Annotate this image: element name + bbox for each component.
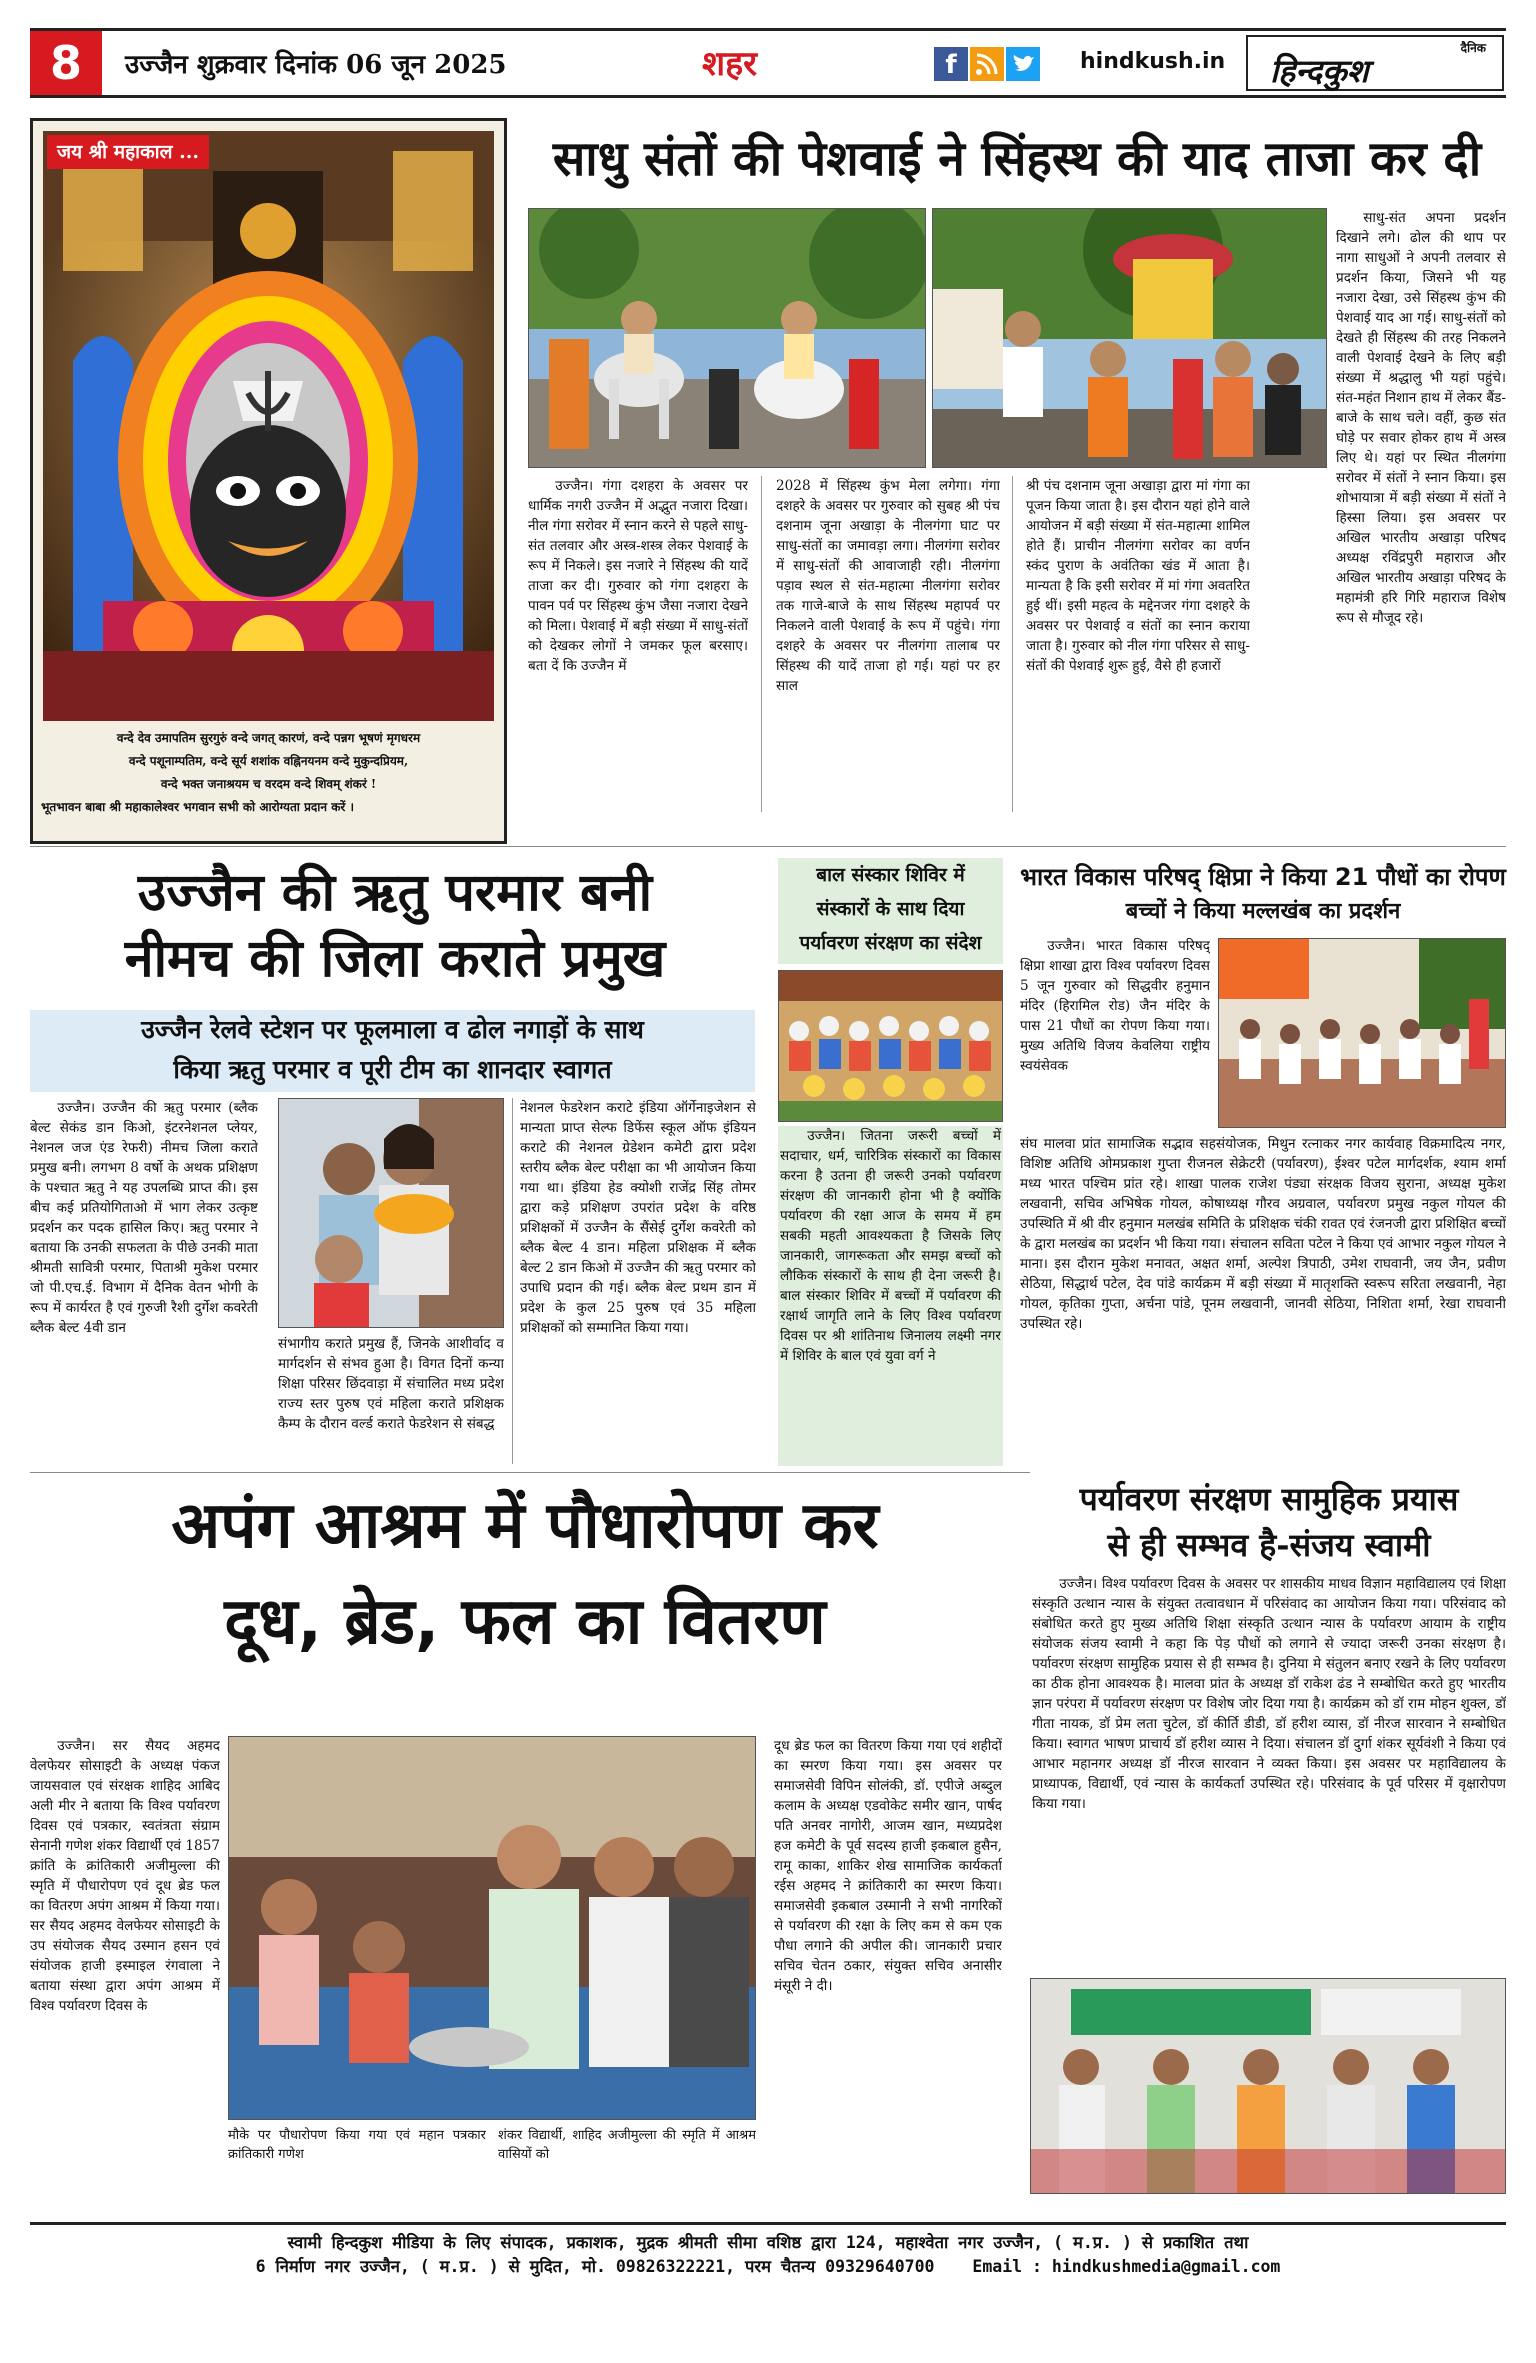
story4-subhead: बच्चों ने किया मल्लखंब का प्रदर्शन — [1125, 898, 1401, 924]
story6-headline-line: पर्यावरण संरक्षण सामुहिक प्रयास — [1079, 1480, 1459, 1518]
social-icons — [934, 47, 1040, 81]
story2-subheading-line: उज्जैन रेलवे स्टेशन पर फूलमाला व ढोल नगाड़ों के साथ — [141, 1015, 644, 1044]
paper-logo — [1246, 35, 1504, 91]
story5-headline-line: दूध, ब्रेड, फल का वितरण — [224, 1585, 826, 1659]
mahakal-box — [30, 118, 507, 844]
vikas-parishad-photo — [1218, 938, 1506, 1128]
imprint-line: स्वामी हिन्दकुश मीडिया के लिए संपादक, प्रकाशक, मुद्रक श्रीमती सीमा वशिष्ठ द्वारा 124, महाश्वेता नगर उज्जैन, ( म.प्र. ) से प्रकाशित तथा — [287, 2233, 1249, 2252]
footer-rule — [30, 2222, 1506, 2225]
story5-col-3: दूध ब्रेड फल का वितरण किया गया एवं शहीदों का स्मरण किया गया। इस अवसर पर समाजसेवी विपिन सोलंकी, डॉ. एपीजे अब्दुल कलाम के अध्यक्ष एडवोकेट समीर खान, पार्षद पति अनवर नागोरी, आजम खान, मध्यप्रदेश हज कमेटी के पूर्व सदस्य हाजी इकबाल हुसैन, रामू काका, शाकिर शेख सामाजिक कार्यकर्ता रईस अहमद ने क्रांतिकारी का स्मरण किया। समाजसेवी इकबाल उस्मानी ने सभी नागरिकों से पर्यावरण की रक्षा के लिए कम से कम एक पौधा लगाने की अपील की। जानकारी प्रचार सचिव चेतन ठकार, संयुक्त सचिव अनासीर मंसूरी ने दी। — [774, 1738, 1002, 1994]
mahakal-tag: जय श्री महाकाल ... — [47, 135, 209, 169]
story3-headline — [778, 858, 1003, 964]
mahakal-caption-line: वन्दे भक्त जनाश्रयम च वरदम वन्दे शिवम् शंकरं ! — [160, 777, 377, 791]
story4-body-full: संघ मालवा प्रांत सामाजिक सद्भाव सहसंयोजक, मिथुन रत्नाकर नगर कार्यवाह विक्रमादित्य नगर, विशिष्ट अतिथि ओमप्रकाश गुप्ता रीजनल सेक्रेटरी (पर्यावरण), ईश्वर पटेल मार्गदर्शक, श्याम शर्मा मध्य भारत पश्चिम प्रांत रहे। शाखा पालक राजेश पंड्या संरक्षक विजय सुराना, अध्यक्ष मुकेश लखवानी, सचिव अभिषेक गोयल, कोषाध्यक्ष गौरव अग्रवाल, पर्यावरण प्रमुख नकुल गोयल की उपस्थिति में श्री वीर हनुमान मलखंब समिति के प्रशिक्षक चंकी रावत एवं रंजनजी द्वारा प्रशिक्षित बच्चों के द्वारा मलखंब का प्रदर्शन भी किया गया। संचालन सविता पटेल ने किया एवं आभार नकुल गोयल ने माना। इस दौरान मुकेश मनावत, अक्षत शर्मा, अल्पेश त्रिपाठी, उमेश राघवानी, जय जैन, प्रवीण सेठिया, सिद्धार्थ पटेल, देव पांडे कार्यक्रम में बड़ी संख्या में मातृशक्ति स्वरूप सरिता लखवानी, नेहा गोयल, कृतिका गुप्ता, अर्चना पांडे, पूनम लखवानी, जानवी सेठिया, निशिता शर्मा, रेखा राघवानी उपस्थित रहे। — [1020, 1136, 1506, 1332]
page-number: 8 — [30, 31, 102, 95]
story1-col-4: साधु-संत अपना प्रदर्शन दिखाने लगे। ढोल की थाप पर नागा साधुओं ने अपनी तलवार से प्रदर्शन किया, जिसने भी यह नजारा देखा, उसे सिंहस्थ कुंभ की पेशवाई याद आ गई। साधु-संतों को देखते ही सिंहस्थ की तरह निकलने वाली पेशवाई देखने के लिए बड़ी संख्या में श्रद्धालु भी यहां पहुंचे। संत-महंत निशान हाथ में लेकर बैंड-बाजे के साथ चले। वहीं, कुछ संत घोड़े पर सवार होकर हाथ में अस्त्र लिए थे। यहां पर स्थित नीलगंगा सरोवर में संतों ने स्नान किया। इस शोभायात्रा में बड़ी संख्या में संतों ने हिस्सा लिया। इस अवसर पर अखिल भारतीय अखाड़ा परिषद अध्यक्ष रविंद्रपुरी महाराज और अखिल भारतीय अखाड़ा परिषद के महामंत्री हरि गिरि महाराज विशेष रूप से मौजूद रहे। — [1336, 210, 1506, 626]
photo-caption-right: शंकर विद्यार्थी, शाहिद अजीमुल्ला की स्मृति में आश्रम वासियों को — [498, 2128, 756, 2162]
story6-headline-line: से ही सम्भव है-संजय स्वामी — [1107, 1526, 1431, 1564]
story5-headline-line: अपंग आश्रम में पौधारोपण कर — [171, 1489, 879, 1563]
website-link[interactable]: hindkush.in — [1080, 49, 1226, 74]
story2-col-3: नेशनल फेडरेशन कराटे इंडिया ऑर्गेनाइजेशन से मान्यता प्राप्त सेल्फ डिफेंस स्कूल ऑफ इंडियन कराटे की नेशनल ग्रेडेशन कमेटी द्वारा प्रदेश स्तरीय ब्लैक बेल्ट परीक्षा का भी आयोजन किया गया था। इंडिया हेड क्योशी राजेंद्र सिंह तोमर द्वारा कड़े प्रशिक्षण उपरांत प्रदेश के वरिष्ठ प्रशिक्षकों में उज्जैन के सैंसेई दुर्गेश कवरेती को ब्लैक बेल्ट 4 डान। महिला प्रशिक्षक में ब्लैक बेल्ट 2 डान किओ में उज्जैन की ऋतु परमार को उपाधि प्रदान की गई। ब्लैक बेल्ट प्रथम डान में प्रदेश के कुल 25 पुरुष एवं 35 महिला प्रशिक्षकों को सम्मानित किया गया। — [520, 1100, 756, 1336]
sanjay-swami-photo — [1030, 1978, 1506, 2194]
story5-col-1: उज्जैन। सर सैयद अहमद वेलफेयर सोसाइटी के अध्यक्ष पंकज जायसवाल एवं संरक्षक शाहिद आबिद अली मीर ने बताया कि विश्व पर्यावरण दिवस एवं पत्रकार, स्वतंत्रता संग्राम सेनानी गणेश शंकर विद्यार्थी एवं 1857 क्रांति के क्रांतिकारी अजीमुल्ला की स्मृति में पौधारोपण एवं दूध ब्रेड फल का वितरण अपंग आश्रम में किया गया। सर सैयद अहमद वेलफेयर सोसाइटी के उप संयोजक सैयद उस्मान हसन एवं संयोजक हाजी इस्माइल रंगवाला ने बताया संस्था द्वारा अपंग आश्रम में विश्व पर्यावरण दिवस के — [30, 1738, 220, 2014]
mahakal-caption-line: भूतभावन बाबा श्री महाकालेश्वर भगवान सभी को आरोग्यता प्रदान करें । — [41, 800, 355, 814]
column-rule — [512, 1098, 513, 1464]
paper-logo-name: हिन्दकुश — [1270, 52, 1369, 90]
section-name: शहर — [702, 44, 758, 84]
story2-col-2: संभागीय कराते प्रमुख हैं, जिनके आशीर्वाद व मार्गदर्शन से संभव हुआ है। विगत दिनों कन्या शिक्षा परिसर छिंदवाड़ा में संचालित मध्य प्रदेश राज्य स्तर पुरुष एवं महिला कराते प्रशिक्षक कैम्प के दौरान वर्ल्ड कराते फेडरेशन से संबद्ध — [278, 1336, 504, 1432]
section-divider — [30, 1472, 1030, 1473]
column-rule — [1012, 476, 1013, 812]
twitter-icon[interactable] — [1006, 47, 1040, 81]
story3-headline-line: संस्कारों के साथ दिया — [816, 898, 965, 920]
story2-col-1: उज्जैन। उज्जैन की ऋतु परमार (ब्लैक बेल्ट सेकंड डान किओ, इंटरनेशनल प्लेयर, नेशनल जज एंड रेफरी) नीमच जिला कराते प्रमुख बनी। लगभग 8 वर्षो के अथक प्रशिक्षण के पश्चात ऋतु ने यह उपलब्धि प्राप्त की। इस बीच कई प्रतियोगिताओ में भाग लेकर उत्कृष्ट प्रदर्शन कर पदक हासिल किए। ऋतु परमार ने बताया कि उनकी सफलता के पीछे उनकी माता श्रीमती सावित्री परमार, पिताश्री मुकेश परमार जो पी.एच.ई. विभाग में दैनिक वेतन भोगी के रूप में कार्यरत है एवं गुरुजी रैशी दुर्गेश कवरेती ब्लैक बेल्ट 4वी डान — [30, 1100, 258, 1336]
facebook-icon[interactable]: f — [934, 47, 968, 81]
email-label: Email : — [972, 2257, 1042, 2276]
masthead — [30, 28, 1506, 98]
section-divider — [30, 846, 1506, 847]
dateline: उज्जैन शुक्रवार दिनांक 06 जून 2025 — [125, 50, 507, 80]
story1-col-1: उज्जैन। गंगा दशहरा के अवसर पर धार्मिक नगरी उज्जैन में अद्भुत नजारा दिखा। नील गंगा सरोवर में स्नान करने से पहले साधु-संत तलवार और अस्त्र-शस्त्र लेकर पेशवाई के रूप में निकले। इस नजारे ने सिंहस्थ की यादें ताजा कर दी। गुरुवार को गंगा दशहरा के पावन पर्व पर सिंहस्थ कुंभ जैसा नजारा देखने को मिला। पेशवाई में बड़ी संख्या में साधु-संतों को देखकर लोगों ने जमकर फूल बरसाए। बता दें कि उज्जैन में — [528, 478, 748, 674]
imprint-contact: 6 निर्माण नगर उज्जैन, ( म.प्र. ) से मुदित, मो. 09826322221, परम चैतन्य 09329640700 — [255, 2257, 935, 2276]
story6-body: उज्जैन। विश्व पर्यावरण दिवस के अवसर पर शासकीय माधव विज्ञान महाविद्यालय एवं शिक्षा संस्कृति उत्थान न्यास के संयुक्त तत्वावधान में परिसंवाद का आयोजन किया गया। परिसंवाद को संबोधित करते हुए मुख्य अतिथि शिक्षा संस्कृति उत्थान न्यास के पर्यावरण आयाम के राष्ट्रीय संयोजक संजय स्वामी ने कहा कि पेड़ पौधों को लगाने से ज्यादा जरूरी उनका संरक्षण है। पर्यावरण संरक्षण सामुहिक प्रयास से ही सम्भव है। दुनिया मे संतुलन बनाए रखने के लिए पर्यावरण का ठीक होना आवश्यक है। मालवा प्रांत के अध्यक्ष डॉ राकेश ढंड ने सम्बोधित करते हुए भारतीय ज्ञान परंपरा में पर्यावरण संरक्षण पर विशेष जोर दिया गया है। कार्यक्रम को डॉ राम मोहन शुक्ल, डॉ गीता नायक, डॉ प्रेम लता चुटेल, डॉ कीर्ति डीडी, डॉ हरीश व्यास, डॉ नीरज सारवान ने सम्बोधित किया। स्वागत भाषण प्राचार्य डॉ हरीश व्यास ने दिया। संचालन डॉ दुर्गा शंकर सूर्यवंशी ने किया एवं आभार महानगर अध्यक्ष डॉ नीरज सारवान ने व्यक्त किया। इस अवसर पर महाविद्यालय के प्राध्यापक, विद्यार्थी, एवं न्यास के कार्यकर्ता उपस्थित रहे। परिसंवाद के पूर्व परिसर में वृक्षारोपण किया गया। — [1032, 1576, 1506, 1812]
story3-headline-line: बाल संस्कार शिविर में — [816, 864, 965, 886]
email-link[interactable]: hindkushmedia@gmail.com — [1051, 2257, 1281, 2276]
story1-col-2: 2028 में सिंहस्थ कुंभ मेला लगेगा। गंगा दशहरे के अवसर पर गुरुवार को सुबह श्री पंच दशनाम जूना अखाड़ा के नीलगंगा घाट पर साधु-संतों का जमावड़ा लगा। नीलगंगा सरोवर में साधु-संतों की आवाजाही रही। नीलगंगा पड़ाव स्थल से संत-महात्मा नीलगंगा सरोवर तक गाजे-बाजे के साथ सिंहस्थ महापर्व पर निकलने वाली पेशवाई के रूप में पहुंचे। गंगा दशहरे के अवसर पर नीलगंगा तालाब पर सिंहस्थ की यादें ताजा हो गई। यहां पर हर साल — [776, 478, 1000, 694]
story2-subheading — [30, 1010, 755, 1092]
story2-headline — [30, 860, 760, 992]
story1-col-3: श्री पंच दशनाम जूना अखाड़ा द्वारा मां गंगा का पूजन किया जाता है। इस दौरान यहां होने वाले आयोजन में बड़ी संख्या में संत-महात्मा शामिल होते हैं। प्राचीन नीलगंगा सरोवर का वर्णन स्कंद पुराण के अवंतिका खंड में आता है। मान्यता है कि इसी सरोवर में मां गंगा अवतरित हुई थीं। इसी महत्व के मद्देनजर गंगा दशहरे के अवसर पर पेशवाई व संतों का स्नान कराया जाता है। गुरुवार को नील गंगा परिसर से साधु-संतों की पेशवाई शुरू हुई, वैसे ही हजारों — [1026, 478, 1250, 674]
peshwai-photo-2 — [932, 208, 1327, 468]
mahakal-caption — [41, 727, 496, 819]
mahakal-caption-line: वन्दे पशूनाम्पतिम, वन्दे सूर्य शशांक वह्निनयनम वन्दे मुकुन्दप्रियम, — [128, 754, 409, 768]
story6-headline — [1032, 1476, 1506, 1568]
baal-sanskar-photo — [778, 970, 1003, 1122]
story1-headline: साधु संतों की पेशवाई ने सिंहस्थ की याद ताजा कर दी — [552, 131, 1482, 187]
story2-subheading-line: किया ऋतु परमार व पूरी टीम का शानदार स्वागत — [173, 1055, 612, 1084]
story2-headline-line: नीमच की जिला कराते प्रमुख — [124, 929, 666, 989]
ritu-parmar-photo — [278, 1098, 504, 1328]
story3-headline-line: पर्यावरण संरक्षण का संदेश — [799, 932, 982, 954]
mahakal-photo — [43, 131, 494, 721]
story5-headline — [30, 1478, 1020, 1670]
story2-headline-line: उज्जैन की ऋतु परमार बनी — [137, 863, 653, 923]
mahakal-caption-line: वन्दे देव उमापतिम सुरगुरुं वन्दे जगत् कारणं, वन्दे पन्नग भूषणं मृगधरम — [116, 731, 421, 745]
story4-headline: भारत विकास परिषद् क्षिप्रा ने किया 21 पौधों का रोपण — [1020, 863, 1506, 891]
photo-caption-left: मौके पर पौधारोपण किया गया एवं महान पत्रकार क्रांतिकारी गणेश — [228, 2128, 486, 2162]
paper-logo-small: दैनिक — [1460, 41, 1486, 55]
peshwai-photo-1 — [528, 208, 926, 468]
story4-body-top: उज्जैन। भारत विकास परिषद् क्षिप्रा शाखा द्वारा विश्व पर्यावरण दिवस 5 जून गुरुवार को सिद्धवीर हनुमान मंदिर (हिरामिल रोड) जैन मंदिर के पास 21 पौधों का रोपण किया गया। मुख्य अतिथि विजय केवलिया राष्ट्रीय स्वयंसेवक — [1020, 938, 1210, 1074]
story3-body: उज्जैन। जितना जरूरी बच्चों में सदाचार, धर्म, चारित्रिक संस्कारों का विकास करना है उतना ही जरूरी उनको पर्यावरण संरक्षण की जानकारी होना भी है क्योंकि पर्यावरण की रक्षा आज के समय में हम सबकी महती आवश्यकता है जिसके लिए जानकारी, जागरूकता और समझ बच्चों को लौकिक संस्कारों के साथ ही देना जरूरी है। बाल संस्कार शिविर में बच्चों में पर्यावरण की रक्षार्थ जागृति लाने के लिए विश्व पर्यावरण दिवस पर श्री शांतिनाथ जिनालय लक्ष्मी नगर में शिविर के बाल एवं युवा वर्ग ने — [778, 1126, 1003, 1466]
apang-ashram-photo — [228, 1736, 756, 2120]
column-rule — [761, 476, 762, 812]
imprint-line-2 — [30, 2256, 1506, 2278]
rss-icon[interactable] — [970, 47, 1004, 81]
